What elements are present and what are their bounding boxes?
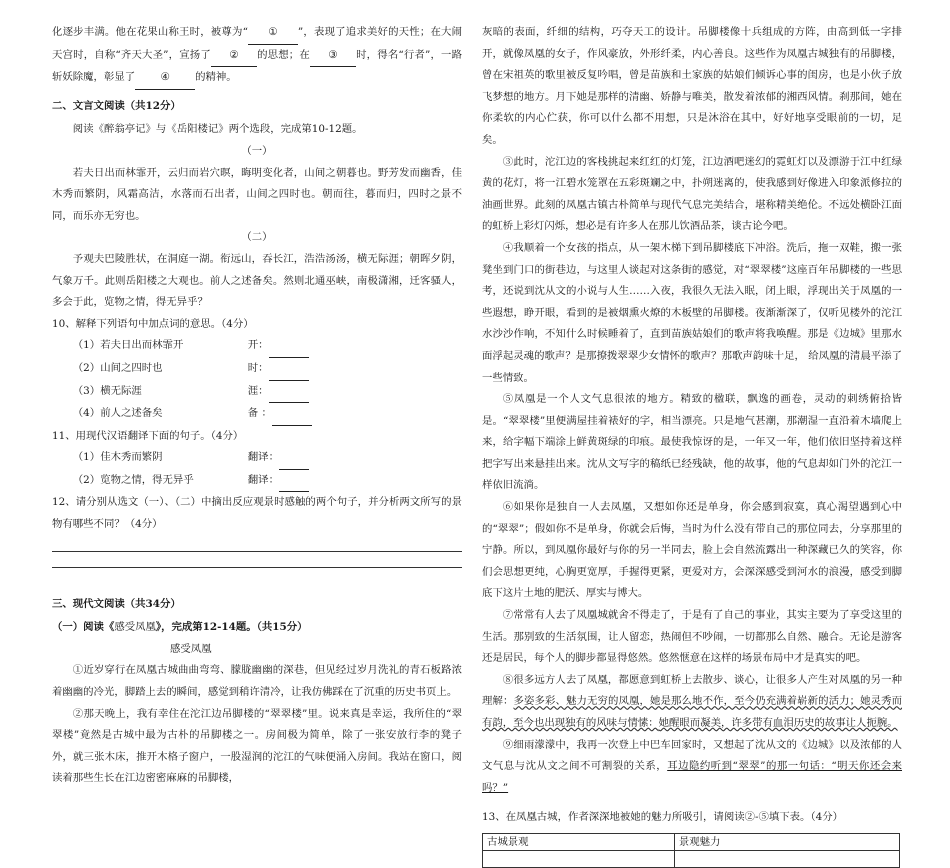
q10-item-1 [73,335,462,358]
q10-item-4-label: 备 ： [247,407,272,420]
passage-2-label: （二） [241,231,273,244]
section-2-intro: 阅读《醉翁亭记》与《岳阳楼记》两个选段，完成第10-12题。 [72,123,363,136]
answer-blank[interactable] [279,447,309,470]
article-para-2-continued: 灰暗的表面，纤细的结构，巧夺天工的设计。吊脚楼像十兵组成的方阵，由高到低一字排开，就像凤凰的女子，作风豪放，外形纤柔，内心善良。这些作为凤凰古城独有的吊脚楼，曾在宋祖英的歌里被反复吟唱，曾是苗族和土家族的姑娘们倾诉心事的闺房，也是小伙子放飞梦想的地方。月下她是那样的清幽、娇静与唯美，散发着浓郁的湘西风情。刹那间，她在你柔软的内心伫获，你可以什么都不用想，只是沐浴在其中，好好地享受眼前的一切，足矣。 [482,26,902,146]
article-para-1: ①近岁穿行在凤凰古城曲曲弯弯、朦胧幽幽的深巷，但见经过岁月洗礼的青石板路浓着幽幽的冷光，脚踏上去的瞬间，感觉到稍许清冷，让我仿佛踩在了沉重的历史书页上。 [52,664,462,699]
q11-item-2-label: 翻译： [247,473,279,486]
answer-blank[interactable] [269,358,309,381]
section-3-title: 三、现代文阅读（共34分） [52,597,181,610]
fill-text-3: 的思想；在 [256,48,310,61]
q11-item-1-text: （1）佳木秀而繁阴 [72,451,163,464]
article-para-6: ⑥如果你是独自一人去凤凰，又想如你还是单身，你会感到寂寞，真心渴望遇到心中的“翠翠”；假如你不是单身，你就会后悔，当时为什么没有带自己的那位同去，分享那里的宁静。所以，到凤凰你最好与你的另一半同去，脸上会自然流露出一种深藏已久的笑容，你们会思想更纯，心胸更宽厚，手握得更紧，更爱对方，会深深感受到河水的浪漫，感受到脚底下这片土地的肥沃、厚实与博大。 [482,501,902,600]
q11-item-1 [73,447,462,470]
article-title: 感受凤凰 [170,642,212,655]
table-header-charm: 景观魅力 [674,833,899,850]
q11-item-2-text: （2）览物之情，得无异乎 [72,473,194,486]
para-8-wavy-underline-2: 她醒眼而凝美，许多带有血泪历史的故事让人扼腕。 [658,717,898,729]
fill-blank-2[interactable]: ② [211,45,257,68]
table-cell[interactable] [483,850,675,867]
article-para-3: ③此时，沱江边的客栈挑起来红红的灯笼，江边酒吧迷幻的霓虹灯以及漂游于江中红绿黄的花灯，将一江碧水笼罩在五彩斑斓之中，扑朔迷离的，使我感到好像进入印象派修拉的油画世界。此刻的凤凰古镇古朴简单与现代气息完美结合，堪称精美绝伦。不远处横卧江面的虹桥上彩灯闪烁，想必是有许多人在那儿饮酒品茶，谈古论今吧。 [482,155,902,233]
article-para-4: ④我顺着一个女孩的指点，从一架木梯下到吊脚楼底下冲浴。洗后，拖一双鞋，搬一张凳坐到门口的街巷边，与这里人谈起对这条街的感觉，对“翠翠楼”这座百年吊脚楼的一些思考，还说到沈从文的小说与人生……入夜，我很久无法入眠，闭上眼，浮现出关于凤凰的一些遐想，睁开眼，看到的是被烟熏火燎的木板壁的吊脚楼。夜渐渐深了，仅听见楼外的沱江水沙沙作响，不知什么时候睡着了，直到苗族姑娘们的歌声将我唤醒。那是《边城》里那水面浮起灵魂的歌声？是那撩拨翠翠少女情怀的歌声？那歌声韵味十足， 给凤凰的清晨平添了一些情致。 [482,241,902,384]
question-12: 12、请分别从选文（一）、（二）中摘出反应观景时感触的两个句子，并分析两文所写的景物有哪些不同？（4分） [52,496,462,531]
fill-text-1: 化逐步丰满。他在花果山称王时，被尊为“ [52,26,248,38]
question-11: 11、用现代汉语翻译下面的句子。（4分） [52,429,244,442]
q10-item-1-label: 开： [247,339,269,352]
para-9-underlined: 耳边隐约听到“翠翠”的那一句话：“明天你还会来吗？” [482,760,902,794]
fill-blank-1[interactable]: ① [248,22,298,45]
q10-item-2-text: （2）山间之四时也 [72,361,163,374]
q10-item-3 [73,381,462,404]
fill-text-2: ”，表现了追求美好的天性；在大闹天宫时，自称“齐天大圣”，宣扬了 [52,26,463,61]
answer-blank[interactable] [269,335,309,358]
article-para-7: ⑦常常有人去了凤凰城就舍不得走了，于是有了自己的事业，其实主要为了享受这里的生活。那别致的生活氛围，让人留恋，热闹但不吵闹，一切都那么自然、融合。无论是游客还是居民，每个人的脚步都显得悠然。悠然惬意在这样的场景布局中才是真实的吧。 [482,609,902,665]
table-cell[interactable] [674,850,899,867]
q10-item-2-label: 时： [247,361,269,374]
section-3-subtitle [52,617,462,639]
passage-2-text: 予观夫巴陵胜状，在洞庭一湖。衔远山，吞长江，浩浩汤汤，横无际涯；朝晖夕阴，气象万千。此则岳阳楼之大观也。前人之述备矣。然则北通巫峡，南极潇湘，迁客骚人，多会于此，览物之情，得无异乎？ [52,252,462,309]
intro-fill-paragraph [52,22,462,90]
q11-item-2 [73,470,462,493]
right-column [482,22,902,868]
q10-item-2 [73,358,462,381]
para-8-text: ⑧很多远方人去了凤凰，都愿意到虹桥上去散步、谈心，让很多人产生对凤凰的另一种理解： [482,673,902,708]
answer-line-1[interactable] [52,551,462,552]
passage-1-label: （一） [241,144,273,157]
article-para-9 [482,735,902,800]
fill-text-4: 时，得名“行者”，一路斩妖除魔，彰显了 [52,48,463,84]
passage-1-text: 若夫日出而林霏开，云归而岩穴暝，晦明变化者，山间之朝暮也。野芳发而幽香，佳木秀而繁阴，风霜高洁，水落而石出者，山间之四时也。朝而往，暮而归，四时之景不同，而乐亦无穷也。 [52,166,462,222]
fill-blank-3[interactable]: ③ [310,45,356,68]
table-header-landscape: 古城景观 [483,833,675,850]
article-para-8 [482,670,902,735]
q10-item-3-text: （3）横无际涯 [72,384,142,397]
answer-table [482,833,900,868]
answer-blank[interactable] [279,470,309,493]
question-13: 13、在凤凰古城，作者深深地被她的魅力所吸引，请阅读②-⑤填下表。（4分） [482,811,844,824]
subtitle-part-c: 》，完成第12-14题。（共15分） [155,621,308,634]
section-2-title: 二、文言文阅读（共12分） [52,99,181,112]
q10-item-4-text: （4）前人之述备矣 [72,407,163,420]
left-column [52,22,462,790]
answer-blank[interactable] [269,381,309,404]
q10-item-4 [73,403,462,426]
fill-text-5: 的精神。 [195,71,237,84]
para-9-text: ⑨细雨濛濛中，我再一次登上中巴车回家时，又想起了沈从文的《边城》以及浓郁的人文气息与沈从文之间不可割裂的关系， [482,738,902,773]
subtitle-part-b: 感受凤凰 [114,621,156,634]
q11-item-1-label: 翻译： [247,451,279,464]
fill-blank-4[interactable]: ④ [135,67,195,90]
q10-item-1-text: （1）若夫日出而林霏开 [72,339,184,352]
q10-item-3-label: 涯： [247,384,269,397]
article-para-5: ⑤凤凰是一个人文气息很浓的地方。精致的楹联，飘逸的画卷，灵动的刺绣俯拾皆是。“翠翠楼”里便满屋挂着裱好的字，相当漂亮。只是地气甚潮，那潮湿一直沿着木墙爬上来，给字幅下端涂上鲜黄斑绿的印痕。最使我惊讶的是，一年又一年，他们依旧坚持着这样把字写出来悬挂出来。沈从文写字的稿纸已经残缺，他的故事，他的气息却如门外的沱江一样依旧流淌。 [482,393,902,492]
article-para-2: ②那天晚上，我有幸住在沱江边吊脚楼的“翠翠楼”里。说来真是幸运，我所住的“翠翠楼”竟然是古城中最为古朴的吊脚楼之一。房间极为简单，除了一张安放行李的凳子外，就三张木床，推开木格子窗户，一股湿润的沱江的气味便涌入房间。我站在窗口，阅读着那些生长在江边密密麻麻的吊脚楼， [52,707,462,785]
subtitle-part-a: （一）阅读《 [52,621,115,634]
answer-blank[interactable] [272,403,312,426]
para-8-wavy-underline-1: 多姿多彩、魅力无穷的凤凰，她是那么地不作，至今仍充满着崭新的活力；她灵秀而有韵，至今也出现独有的风味与情愫： [482,695,903,729]
question-10: 10、解释下列语句中加点词的意思。（4分） [52,317,254,330]
